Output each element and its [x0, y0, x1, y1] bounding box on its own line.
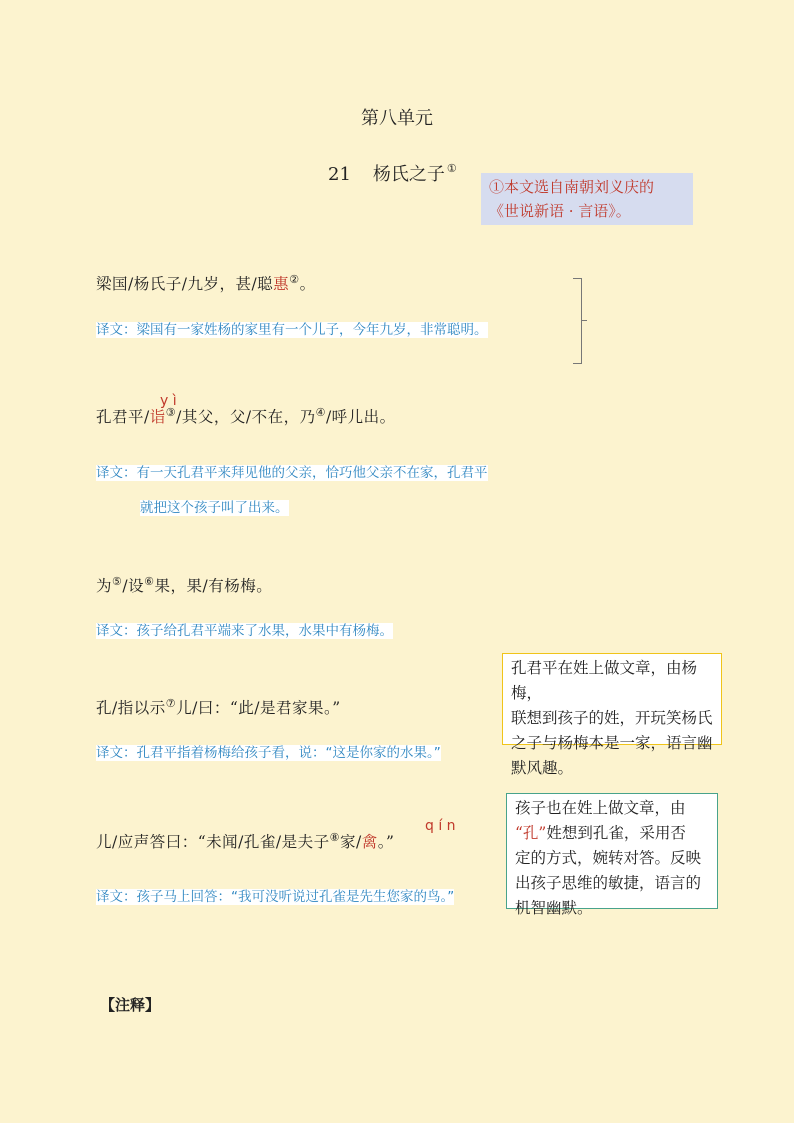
original-sentence-5: [96, 830, 394, 852]
note-mark: ⑦: [165, 697, 177, 710]
unit-title: 第八单元: [361, 108, 433, 129]
translation-text: 译文：孩子给孔君平端来了水果，水果中有杨梅。: [96, 623, 393, 639]
pinyin-annotation: q í n: [425, 818, 456, 834]
footnote-line: ①本文选自南朝刘义庆的: [489, 178, 655, 196]
original-text: /呼儿出。: [325, 408, 396, 426]
original-text: 家/: [339, 833, 362, 851]
original-text: 果，果/有杨梅。: [154, 577, 273, 595]
comment-line: 定的方式，婉转对答。反映: [515, 849, 702, 867]
comment-line: 机智幽默。: [515, 899, 593, 917]
comment-line: 出孩子思维的敏捷，语言的: [515, 874, 702, 892]
original-text: 梁国/杨氏子/九岁，甚/聪: [96, 275, 274, 293]
key-character: 禽: [361, 833, 378, 851]
lesson-number: 21: [328, 164, 351, 185]
translation-5: [96, 885, 454, 905]
quoted-character: “孔”: [515, 824, 547, 842]
note-mark: ③: [165, 406, 177, 419]
original-sentence-3: [96, 574, 272, 596]
translation-text: 译文：梁国有一家姓杨的家里有一个儿子，今年九岁，非常聪明。: [96, 322, 488, 338]
bracket: [573, 278, 582, 364]
comment-line: 联想到孩子的姓，开玩笑杨氏: [511, 709, 713, 727]
comment-line: 默风趣。: [511, 759, 574, 777]
comment-line: 之子与杨梅本是一家，语言幽: [511, 734, 713, 752]
note-mark: ⑥: [144, 575, 155, 588]
comment-box-2: [506, 793, 718, 917]
original-text: 孔/指以示: [96, 699, 166, 717]
comment-box-1: [502, 653, 722, 777]
original-text: 为: [96, 577, 113, 595]
original-text: 儿/应声答曰：“未闻/孔雀/是夫子: [96, 833, 330, 851]
comment-line: [515, 821, 709, 846]
translation-3: [96, 619, 393, 639]
bracket-tick: [581, 320, 587, 321]
lesson-title: [328, 160, 457, 186]
original-text: 孔君平/: [96, 408, 150, 426]
translation-1: [96, 318, 488, 338]
footnote-box: [481, 173, 693, 225]
translation-2: [96, 461, 488, 481]
translation-text: 译文：有一天孔君平来拜见他的父亲，恰巧他父亲不在家，孔君平: [96, 465, 488, 481]
translation-text: 译文：孩子马上回答：“我可没听说过孔雀是先生您家的鸟。”: [96, 889, 455, 905]
notes-heading: 【注释】: [100, 996, 161, 1014]
note-mark: ④: [315, 406, 326, 419]
original-text: 。: [299, 275, 316, 293]
footnote-mark: ①: [446, 162, 457, 175]
translation-text: 译文：孔君平指着杨梅给孩子看，说：“这是你家的水果。”: [96, 745, 441, 761]
comment-line: 孩子也在姓上做文章，由: [515, 799, 686, 817]
key-character: 惠: [273, 275, 290, 293]
note-mark: ⑧: [329, 831, 340, 844]
key-character: 诣: [149, 408, 166, 426]
comment-text: 姓想到孔雀，采用否: [546, 824, 686, 842]
original-sentence-2: [96, 405, 396, 427]
footnote-line: 《世说新语 · 言语》。: [489, 202, 631, 220]
note-mark: ⑤: [112, 575, 123, 588]
original-text: 儿/曰：“此/是君家果。”: [176, 699, 341, 717]
note-mark: ②: [289, 273, 300, 286]
translation-text: 就把这个孩子叫了出来。: [140, 500, 289, 516]
lesson-name: 杨氏之子: [372, 164, 445, 185]
original-sentence-4: [96, 696, 341, 718]
translation-4: [96, 741, 441, 761]
original-text: /其父，父/不在，乃: [176, 408, 316, 426]
original-text: 。”: [377, 833, 395, 851]
pinyin-annotation: y ì: [160, 393, 177, 409]
comment-line: 孔君平在姓上做文章，由杨梅，: [511, 659, 698, 702]
original-sentence-1: [96, 272, 316, 294]
translation-2-cont: [140, 496, 289, 516]
original-text: /设: [122, 577, 145, 595]
